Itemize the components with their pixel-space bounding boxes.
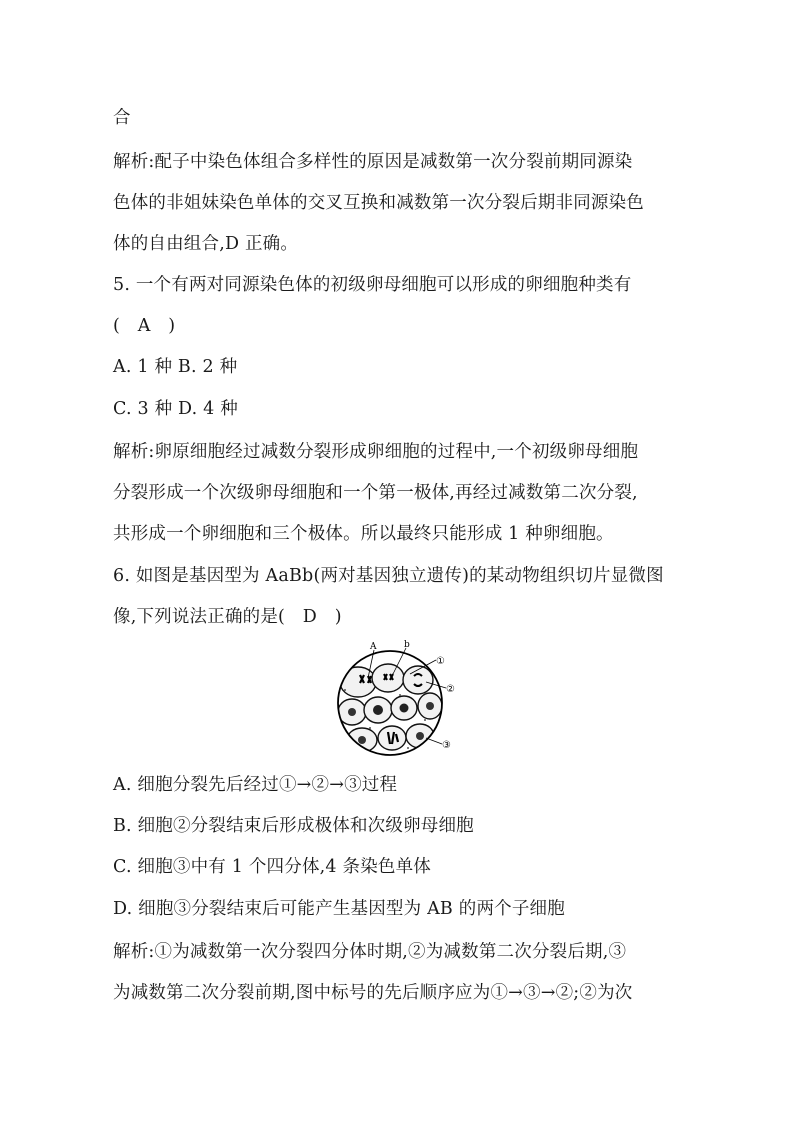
option-6b: B. 细胞②分裂结束后形成极体和次级卵母细胞 — [113, 816, 474, 836]
analysis-5-line-2: 分裂形成一个次级卵母细胞和一个第一极体,再经过减数第二次分裂, — [113, 483, 638, 503]
option-6c: C. 细胞③中有 1 个四分体,4 条染色单体 — [113, 857, 432, 877]
label-b: b — [404, 640, 410, 650]
text-line-3: 色体的非姐妹染色单体的交叉互换和减数第一次分裂后期非同源染色 — [113, 193, 644, 213]
question-5-answer: ( A ) — [113, 316, 176, 336]
cell-slice-illustration — [330, 640, 470, 760]
microscope-figure — [330, 640, 470, 760]
option-6a: A. 细胞分裂先后经过①→②→③过程 — [113, 775, 398, 795]
question-6-line-2: 像,下列说法正确的是( D ) — [113, 607, 342, 627]
text-line-2: 解析:配子中染色体组合多样性的原因是减数第一次分裂前期同源染 — [113, 152, 633, 172]
analysis-6-line-2: 为减数第二次分裂前期,图中标号的先后顺序应为①→③→②;②为次 — [113, 983, 633, 1003]
text-line-1: 合 — [113, 108, 131, 128]
text-line-4: 体的自由组合,D 正确。 — [113, 234, 299, 254]
question-6-line-1: 6. 如图是基因型为 AaBb(两对基因独立遗传)的某动物组织切片显微图 — [113, 566, 664, 586]
analysis-5-line-3: 共形成一个卵细胞和三个极体。所以最终只能形成 1 种卵细胞。 — [113, 524, 614, 544]
option-6d: D. 细胞③分裂结束后可能产生基因型为 AB 的两个子细胞 — [113, 899, 565, 919]
option-cd: C. 3 种 D. 4 种 — [113, 399, 238, 419]
label-circle-3: ③ — [442, 740, 451, 751]
question-5: 5. 一个有两对同源染色体的初级卵母细胞可以形成的卵细胞种类有 — [113, 275, 632, 295]
label-circle-2: ② — [446, 684, 455, 695]
option-ab: A. 1 种 B. 2 种 — [113, 357, 238, 377]
analysis-6-line-1: 解析:①为减数第一次分裂四分体时期,②为减数第二次分裂后期,③ — [113, 942, 627, 962]
label-circle-1: ① — [436, 656, 445, 667]
analysis-5-line-1: 解析:卵原细胞经过减数分裂形成卵细胞的过程中,一个初级卵母细胞 — [113, 442, 639, 462]
label-A: A — [370, 642, 377, 652]
